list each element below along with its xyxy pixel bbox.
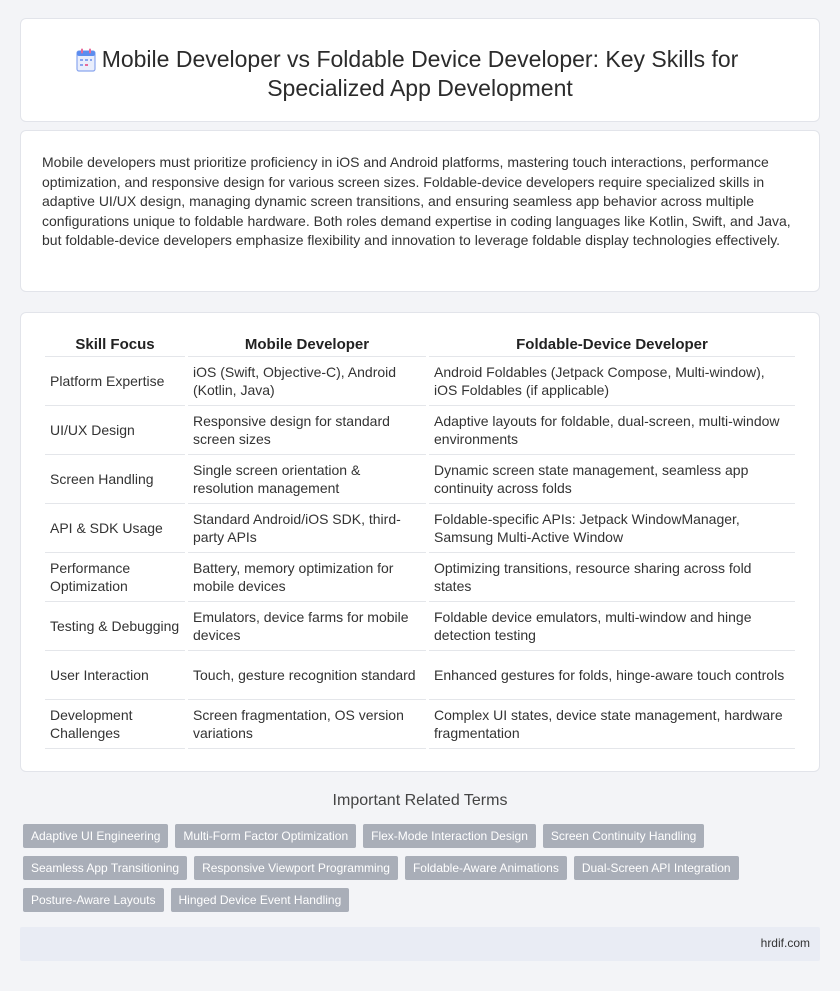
header-skill-focus: Skill Focus bbox=[45, 333, 185, 357]
term-tag[interactable]: Posture-Aware Layouts bbox=[23, 888, 164, 912]
mobile-cell: Battery, memory optimization for mobile devices bbox=[188, 553, 426, 602]
table-row bbox=[45, 700, 795, 749]
term-tag[interactable]: Foldable-Aware Animations bbox=[405, 856, 567, 880]
intro-paragraph: Mobile developers must prioritize proficiency in iOS and Android platforms, mastering touch interactions, performance optimization, and responsive design for various screen sizes. Foldable-device developers require specialized skills in adaptive UI/UX design, managing dynamic screen transitions, and ensuring seamless app behavior across multiple configurations unique to foldable hardware. Both roles demand expertise in coding languages like Kotlin, Swift, and Java, but foldable-device developers emphasize flexibility and innovation to leverage foldable display technologies effectively. bbox=[42, 154, 791, 248]
intro-card bbox=[20, 130, 820, 292]
header-foldable-developer: Foldable-Device Developer bbox=[429, 333, 795, 357]
table-row bbox=[45, 651, 795, 700]
mobile-cell: Single screen orientation & resolution management bbox=[188, 455, 426, 504]
table-row bbox=[45, 455, 795, 504]
term-tag[interactable]: Screen Continuity Handling bbox=[543, 824, 704, 848]
term-tag[interactable]: Multi-Form Factor Optimization bbox=[175, 824, 356, 848]
page-title bbox=[21, 45, 819, 103]
table-row bbox=[45, 357, 795, 406]
term-tag[interactable]: Seamless App Transitioning bbox=[23, 856, 187, 880]
footer-site-link[interactable]: hrdif.com bbox=[760, 936, 810, 950]
mobile-cell: Touch, gesture recognition standard bbox=[188, 651, 426, 700]
header-card bbox=[20, 18, 820, 122]
row-label: Screen Handling bbox=[45, 455, 185, 504]
comparison-table-card bbox=[20, 312, 820, 772]
foldable-cell: Optimizing transitions, resource sharing across fold states bbox=[429, 553, 795, 602]
row-label: Development Challenges bbox=[45, 700, 185, 749]
foldable-cell: Enhanced gestures for folds, hinge-aware touch controls bbox=[429, 651, 795, 700]
foldable-cell: Foldable device emulators, multi-window and hinge detection testing bbox=[429, 602, 795, 651]
table-row bbox=[45, 553, 795, 602]
table-header-row bbox=[45, 333, 795, 357]
related-terms-title: Important Related Terms bbox=[332, 792, 508, 809]
term-tag[interactable]: Hinged Device Event Handling bbox=[171, 888, 350, 912]
term-tag[interactable]: Responsive Viewport Programming bbox=[194, 856, 398, 880]
comparison-table bbox=[42, 333, 798, 749]
page-title-line-2: Specialized App Development bbox=[267, 75, 573, 101]
row-label: Performance Optimization bbox=[45, 553, 185, 602]
header-mobile-developer: Mobile Developer bbox=[188, 333, 426, 357]
foldable-cell: Complex UI states, device state management, hardware fragmentation bbox=[429, 700, 795, 749]
foldable-cell: Adaptive layouts for foldable, dual-screen, multi-window environments bbox=[429, 406, 795, 455]
related-terms-list bbox=[23, 824, 783, 912]
row-label: Platform Expertise bbox=[45, 357, 185, 406]
foldable-cell: Android Foldables (Jetpack Compose, Multi-window), iOS Foldables (if applicable) bbox=[429, 357, 795, 406]
mobile-cell: Responsive design for standard screen sizes bbox=[188, 406, 426, 455]
row-label: API & SDK Usage bbox=[45, 504, 185, 553]
page-title-line-1: Mobile Developer vs Foldable Device Developer: Key Skills for bbox=[101, 46, 739, 72]
mobile-cell: Screen fragmentation, OS version variations bbox=[188, 700, 426, 749]
term-tag[interactable]: Flex-Mode Interaction Design bbox=[363, 824, 536, 848]
table-row bbox=[45, 504, 795, 553]
term-tag[interactable]: Dual-Screen API Integration bbox=[574, 856, 739, 880]
mobile-cell: iOS (Swift, Objective-C), Android (Kotlin, Java) bbox=[188, 357, 426, 406]
mobile-cell: Emulators, device farms for mobile devices bbox=[188, 602, 426, 651]
term-tag[interactable]: Adaptive UI Engineering bbox=[23, 824, 168, 848]
footer bbox=[20, 927, 820, 961]
mobile-cell: Standard Android/iOS SDK, third-party APIs bbox=[188, 504, 426, 553]
row-label: Testing & Debugging bbox=[45, 602, 185, 651]
foldable-cell: Foldable-specific APIs: Jetpack WindowManager, Samsung Multi-Active Window bbox=[429, 504, 795, 553]
row-label: UI/UX Design bbox=[45, 406, 185, 455]
row-label: User Interaction bbox=[45, 651, 185, 700]
foldable-cell: Dynamic screen state management, seamless app continuity across folds bbox=[429, 455, 795, 504]
table-row bbox=[45, 406, 795, 455]
table-row bbox=[45, 602, 795, 651]
